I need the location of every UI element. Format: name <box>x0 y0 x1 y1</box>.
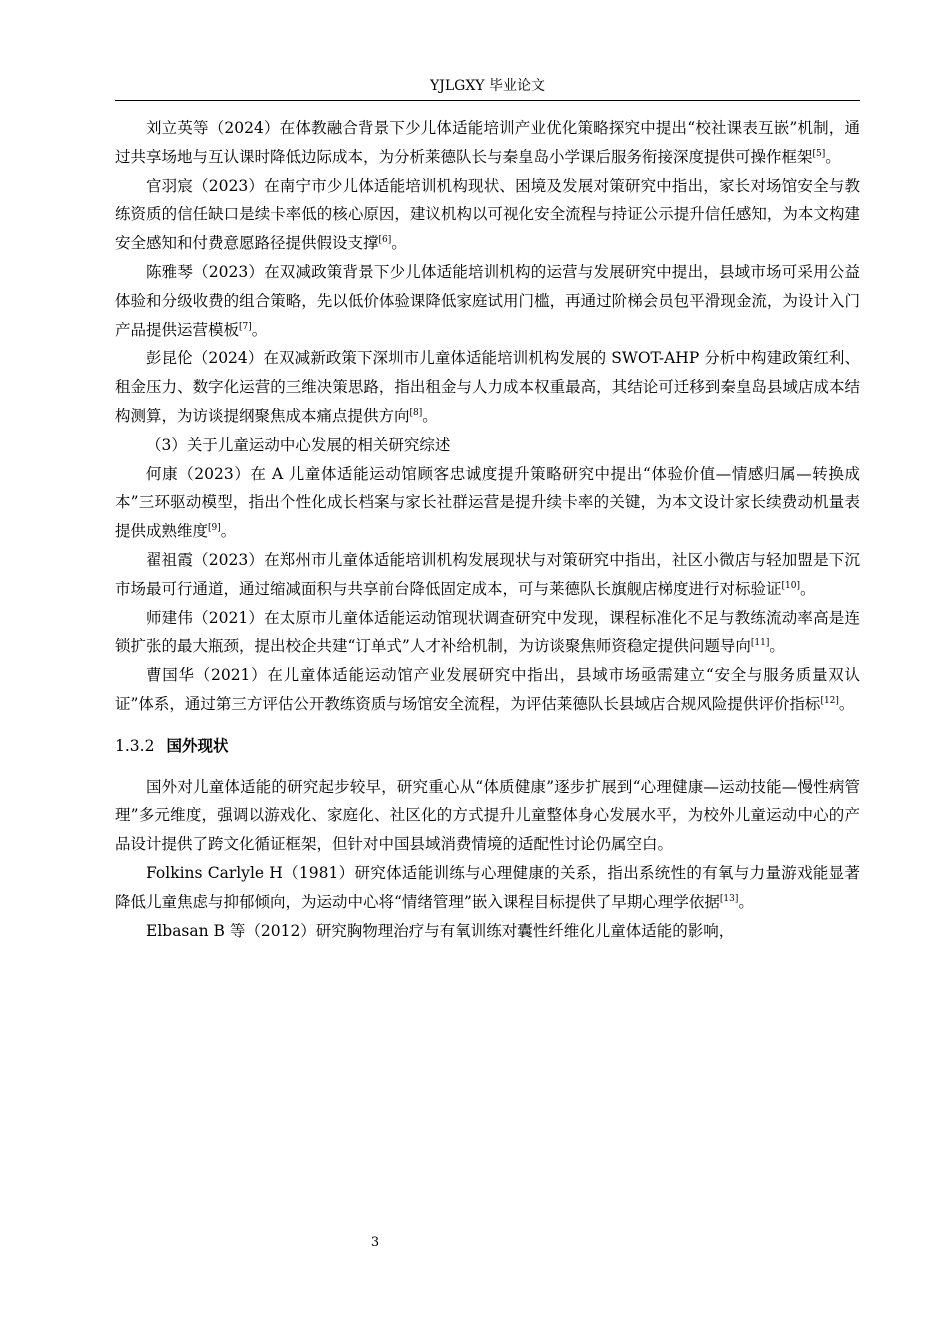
body-paragraph <box>115 604 860 662</box>
citation-ref: [9] <box>208 523 221 534</box>
citation-ref: [8] <box>409 407 423 418</box>
citation-ref: [11] <box>750 638 770 649</box>
paragraph-end-punct: 。 <box>220 522 237 541</box>
citation-ref: [12] <box>820 695 839 706</box>
paragraph-end-punct: 。 <box>769 637 785 656</box>
body-paragraph <box>115 114 860 172</box>
citation-ref: [7] <box>239 321 252 332</box>
section-number: 1.3.2 <box>115 736 155 755</box>
paragraph-text: 官羽宸（2023）在南宁市少儿体适能培训机构现状、困境及发展对策研究中指出，家长对场馆安全与教练资质的信任缺口是续卡率低的核心原因，建议机构以可视化安全流程与持证公示提升信任感知，为本文构建安全感知和付费意愿路径提供假设支撑 <box>115 176 860 253</box>
paragraph-end-punct: 。 <box>838 694 855 713</box>
body-paragraph <box>115 773 860 859</box>
paragraph-group-domestic-a <box>115 114 860 431</box>
paragraph-group-domestic-b <box>115 460 860 719</box>
citation-ref: [13] <box>719 893 739 904</box>
running-header: YJLGXY 毕业论文 <box>430 78 545 94</box>
citation-ref: [5] <box>812 148 826 159</box>
paragraph-text: 彭昆伦（2024）在双减新政策下深圳市儿童体适能培训机构发展的 SWOT-AHP 分析中构建政策红利、租金压力、数字化运营的三维决策思路，指出租金与人力成本权重最高，其结论可迁移到秦皇岛县域店成本结构测算，为访谈提纲聚焦成本痛点提供方向 <box>115 349 860 425</box>
document-body <box>115 114 860 945</box>
paragraph-end-punct: 。 <box>738 892 754 911</box>
paragraph-end-punct: 。 <box>422 406 438 425</box>
body-paragraph <box>115 258 860 344</box>
page-number: 3 <box>370 1235 380 1250</box>
paragraph-text: 何康（2023）在 A 儿童体适能运动馆顾客忠诚度提升策略研究中提出“体验价值—情感归属—转换成本”三环驱动模型，指出个性化成长档案与家长社群运营是提升续卡率的关键，为本文设计家长续费动机量表提供成熟维度 <box>115 464 860 541</box>
paragraph-text: 师建伟（2021）在太原市儿童体适能运动馆现状调查研究中发现，课程标准化不足与教练流动率高是连锁扩张的最大瓶颈，提出校企共建“订单式”人才补给机制，为访谈聚焦师资稳定提供问题导向 <box>115 608 860 656</box>
subheading-children-sports-center: （3）关于儿童运动中心发展的相关研究综述 <box>146 435 451 454</box>
body-paragraph <box>115 917 860 946</box>
paragraph-group-foreign <box>115 773 860 946</box>
paragraph-text: Folkins Carlyle H（1981）研究体适能训练与心理健康的关系，指出系统性的有氧与力量游戏能显著降低儿童焦虑与抑郁倾向，为运动中心将“情绪管理”嵌入课程目标提供了早期心理学依据 <box>115 863 860 911</box>
paragraph-text: 陈雅琴（2023）在双减政策背景下少儿体适能培训机构的运营与发展研究中提出，县域市场可采用公益体验和分级收费的组合策略，先以低价体验课降低家庭试用门槛，再通过阶梯会员包平滑现金流，为设计入门产品提供运营模板 <box>115 262 860 339</box>
body-paragraph <box>115 344 860 430</box>
body-paragraph <box>115 546 860 604</box>
paragraph-text: 国外对儿童体适能的研究起步较早，研究重心从“体质健康”逐步扩展到“心理健康—运动技能—慢性病管理”多元维度，强调以游戏化、家庭化、社区化的方式提升儿童整体身心发展水平，为校外儿童运动中心的产品设计提供了跨文化循证框架，但针对中国县域消费情境的适配性讨论仍属空白。 <box>115 777 860 854</box>
body-paragraph <box>115 172 860 258</box>
citation-ref: [6] <box>378 235 392 246</box>
paragraph-text: 曹国华（2021）在儿童体适能运动馆产业发展研究中指出，县域市场亟需建立“安全与服务质量双认证”体系，通过第三方评估公开教练资质与场馆安全流程，为评估莱德队长县域店合规风险提供评价指标 <box>115 666 860 713</box>
body-paragraph <box>115 460 860 546</box>
paragraph-end-punct: 。 <box>800 579 816 598</box>
header-divider <box>115 100 860 101</box>
citation-ref: [10] <box>781 580 800 591</box>
paragraph-text: Elbasan B 等（2012）研究胸物理治疗与有氧训练对囊性纤维化儿童体适能的影响， <box>146 921 735 940</box>
body-paragraph <box>115 661 860 719</box>
paragraph-text: 刘立英等（2024）在体教融合背景下少儿体适能培训产业优化策略探究中提出“校社课表互嵌”机制，通过共享场地与互认课时降低边际成本，为分析莱德队长与秦皇岛小学课后服务衔接深度提供可操作框架 <box>115 119 860 166</box>
body-paragraph <box>115 859 860 917</box>
paragraph-end-punct: 。 <box>825 147 841 166</box>
paragraph-text: 翟祖霞（2023）在郑州市儿童体适能培训机构发展现状与对策研究中指出，社区小微店与轻加盟是下沉市场最可行通道，通过缩减面积与共享前台降低固定成本，可与莱德队长旗舰店梯度进行对标验证 <box>115 550 860 598</box>
paragraph-end-punct: 。 <box>391 234 407 253</box>
section-title: 国外现状 <box>166 735 229 755</box>
section-heading <box>115 732 860 761</box>
paragraph-end-punct: 。 <box>251 320 268 339</box>
